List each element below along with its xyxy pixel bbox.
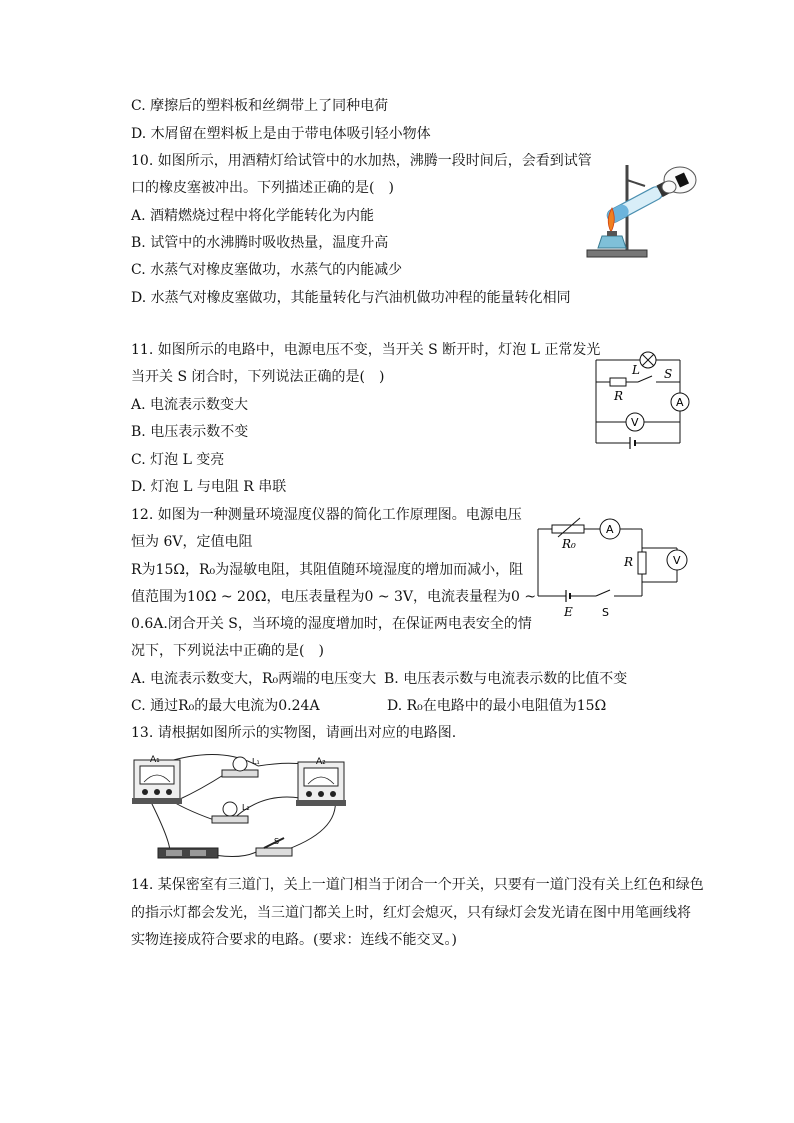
q12-option-a: A. 电流表示数变大，R₀两端的电压变大 [131, 671, 377, 687]
q11-circuit-diagram [590, 345, 695, 455]
q14-stem-line1: 14. 某保密室有三道门，关上一道门相当于闭合一个开关，只要有一道门没有关上红色和绿色 [131, 877, 704, 893]
q12-option-d: D. R₀在电路中的最小电阻值为15Ω [387, 698, 607, 714]
q12-circuit-diagram [530, 512, 695, 620]
q12-stem-line1: 12. 如图为一种测量环境湿度仪器的简化工作原理图。电源电压 [131, 507, 522, 523]
q9-option-d: D. 木屑留在塑料板上是由于带电体吸引轻小物体 [131, 126, 431, 142]
q12-label-R: R [624, 555, 634, 569]
q11-option-b: B. 电压表示数不变 [131, 424, 249, 440]
battery-icon [158, 848, 218, 858]
q10-option-c: C. 水蒸气对橡皮塞做功，水蒸气的内能减少 [131, 262, 403, 278]
q10-option-a: A. 酒精燃烧过程中将化学能转化为内能 [131, 208, 375, 224]
q12-label-V: V [673, 554, 681, 567]
q11-label-L: L [632, 363, 640, 377]
q11-label-A: A [676, 396, 684, 409]
q11-option-d: D. 灯泡 L 与电阻 R 串联 [131, 479, 287, 495]
q12-label-S: S [602, 606, 609, 619]
q11-option-a: A. 电流表示数变大 [131, 397, 249, 413]
q13-physical-circuit-figure [130, 752, 350, 864]
q11-option-c: C. 灯泡 L 变亮 [131, 452, 225, 468]
q13-label-A2: A₂ [316, 757, 326, 767]
ammeter-a1-icon [132, 760, 182, 804]
q12-stem-line3: R为15Ω，R₀为湿敏电阻，其阻值随环境湿度的增加而减小，阻 [131, 562, 524, 578]
q10-test-tube-figure [585, 160, 700, 260]
q10-option-d: D. 水蒸气对橡皮塞做功，其能量转化与汽油机做功冲程的能量转化相同 [131, 290, 571, 306]
q13-label-L2: L₂ [242, 803, 250, 812]
q11-stem-line2: 当开关 S 闭合时，下列说法正确的是( ) [131, 369, 385, 385]
q14-stem-line2: 的指示灯都会发光，当三道门都关上时，红灯会熄灭，只有绿灯会发光请在图中用笔画线将 [131, 905, 691, 921]
q13-stem: 13. 请根据如图所示的实物图，请画出对应的电路图. [131, 725, 457, 741]
q11-label-V: V [631, 416, 639, 429]
q12-label-E: E [564, 605, 573, 619]
q10-stem-line1: 10. 如图所示，用酒精灯给试管中的水加热，沸腾一段时间后，会看到试管 [131, 153, 592, 169]
q12-stem-line6: 况下，下列说法中正确的是( ) [131, 643, 324, 659]
q12-stem-line2: 恒为 6V，定值电阻 [131, 534, 253, 550]
q12-option-b: B. 电压表示数与电流表示数的比值不变 [384, 671, 628, 687]
q12-label-R0: R₀ [562, 537, 576, 551]
ammeter-a2-icon [296, 762, 346, 806]
q10-option-b: B. 试管中的水沸腾时吸收热量，温度升高 [131, 235, 389, 251]
q13-label-S: S [274, 837, 280, 846]
q11-label-R: R [614, 389, 624, 403]
q12-label-A: A [606, 523, 614, 536]
q14-stem-line3: 实物连接成符合要求的电路。(要求：连线不能交叉。) [131, 932, 457, 948]
q13-label-A1: A₁ [150, 755, 160, 765]
q12-stem-line5: 0.6A.闭合开关 S，当环境的湿度增加时，在保证两电表安全的情 [131, 616, 532, 632]
q11-label-S: S [664, 367, 673, 381]
q11-stem-line1: 11. 如图所示的电路中，电源电压不变，当开关 S 断开时，灯泡 L 正常发光 [131, 342, 601, 358]
q10-stem-line2: 口的橡皮塞被冲出。下列描述正确的是( ) [131, 180, 394, 196]
q9-option-c: C. 摩擦后的塑料板和丝绸带上了同种电荷 [131, 98, 389, 114]
q12-option-c: C. 通过R₀的最大电流为0.24A [131, 698, 320, 714]
q12-stem-line4: 值范围为10Ω ~ 20Ω，电压表量程为0 ~ 3V，电流表量程为0 ~ [131, 589, 537, 605]
q13-label-L1: L₁ [252, 757, 260, 766]
